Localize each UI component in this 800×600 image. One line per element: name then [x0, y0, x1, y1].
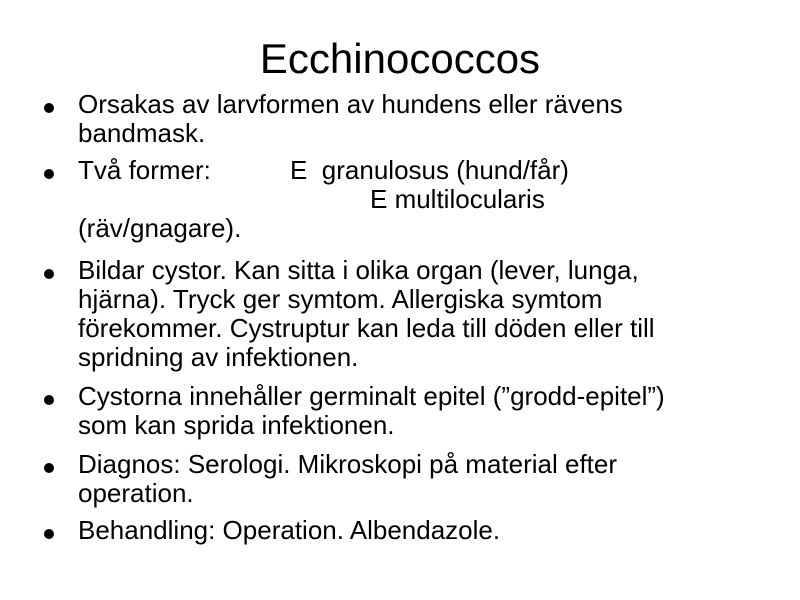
slide-title: Ecchinococcos: [259, 35, 541, 82]
bullet-text: Cystorna innehåller germinalt epitel (”grodd-epitel”) som kan sprida infektionen.: [78, 381, 672, 440]
bullet-dot-icon: [44, 463, 54, 473]
bullet-text: Orsakas av larvformen av hundens eller rävens bandmask.: [78, 89, 631, 148]
form-multilocularis-host-text: (räv/gnagare).: [78, 213, 242, 243]
bullet-text: Bildar cystor. Kan sitta i olika organ (lever, lunga, hjärna). Tryck ger symtom. Allergiska symtom förekommer. Cystruptur kan leda till döden eller till spridning av infektionen.: [78, 255, 662, 372]
bullet-text: Behandling: Operation. Albendazole.: [78, 515, 501, 545]
bullet-dot-icon: [44, 395, 54, 405]
bullet-dot-icon: [44, 529, 54, 539]
bullet-dot-icon: [44, 103, 54, 113]
bullet-dot-icon: [44, 269, 54, 279]
bullet-forms-block: [78, 156, 718, 243]
bullet-dot-icon: [44, 169, 54, 179]
bullet-text: Diagnos: Serologi. Mikroskopi på material efter operation.: [78, 449, 625, 508]
form-granulosus-text: E granulosus (hund/får): [290, 155, 569, 185]
form-multilocularis-text: E multilocularis: [370, 184, 545, 214]
forms-lead-text: Två former:: [78, 155, 211, 185]
